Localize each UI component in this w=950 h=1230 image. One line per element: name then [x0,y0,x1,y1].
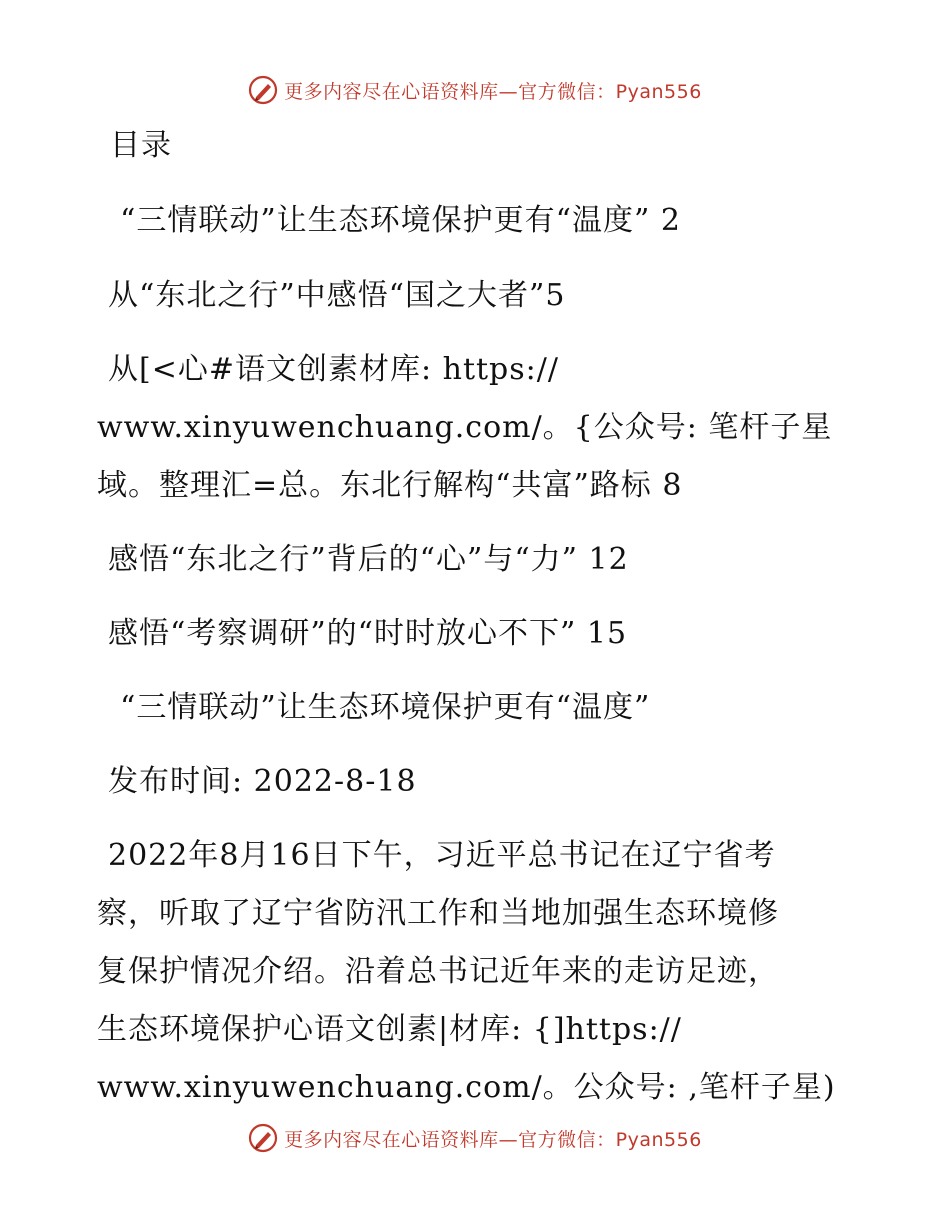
article-date: 发布时间: 2022-8-18 [108,764,417,799]
pen-icon [248,75,278,105]
toc-entry: 感悟“考察调研”的“时时放心不下” 15 [108,616,628,651]
body-line: www.xinyuwenchuang.com/。公众号: ,笔杆子星) [97,1070,836,1105]
wechat-id: Pyan556 [615,1128,702,1151]
toc-entry: 从“东北之行”中感悟“国之大者”5 [108,278,566,313]
toc-entry: 从[<心#语文创素材库: https:// [108,352,559,387]
footer-watermark [0,1118,950,1158]
header-watermark [0,70,950,110]
toc-entry: www.xinyuwenchuang.com/。{公众号: 笔杆子星 [97,410,833,445]
body-line: 生态环境保护心语文创素|材库: {]https:// [97,1012,682,1047]
article-title: “三情联动”让生态环境保护更有“温度” [120,690,651,725]
body-line: 2022年8月16日下午，习近平总书记在辽宁省考 [108,838,776,873]
toc-entry: “三情联动”让生态环境保护更有“温度” 2 [120,203,681,238]
body-line: 复保护情况介绍。沿着总书记近年来的走访足迹， [97,954,779,989]
body-line: 察，听取了辽宁省防汛工作和当地加强生态环境修 [97,896,779,931]
pen-icon [248,1123,278,1153]
toc-entry: 感悟“东北之行”背后的“心”与“力” 12 [108,542,629,577]
toc-title: 目录 [110,128,172,163]
toc-entry: 域。整理汇=总。东北行解构“共富”路标 8 [97,468,683,503]
watermark-text: 更多内容尽在心语资料库—官方微信： [284,1128,616,1151]
watermark-text: 更多内容尽在心语资料库—官方微信： [284,80,616,103]
wechat-id: Pyan556 [615,80,702,103]
